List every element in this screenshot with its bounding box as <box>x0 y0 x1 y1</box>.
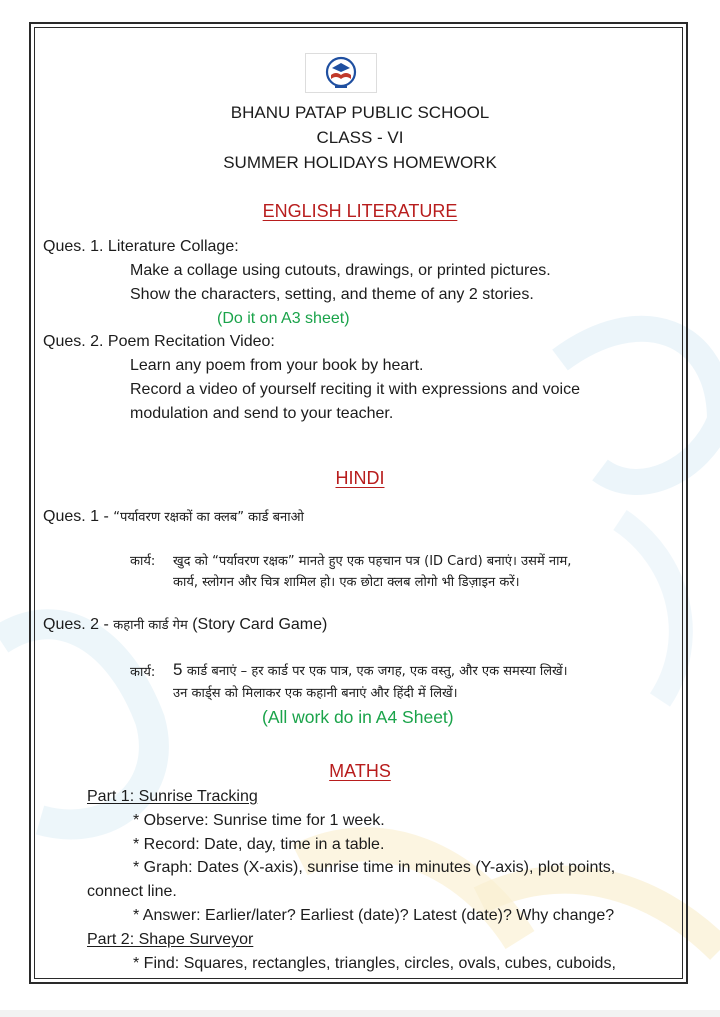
english-heading: ENGLISH LITERATURE <box>262 201 458 221</box>
hindi-heading: HINDI <box>335 468 385 488</box>
hindi-note: (All work do in A4 Sheet) <box>262 707 454 727</box>
english-q2-line2: Record a video of yourself reciting it with expressions and voice <box>130 381 580 398</box>
hindi-q2-line1: कार्ड बनाएं – हर कार्ड पर एक पात्र, एक जगह, एक वस्तु, और एक समस्या लिखें। <box>186 664 568 679</box>
maths-p1-graph-a: * Graph: Dates (X-axis), sunrise time in minutes (Y-axis), plot points, <box>133 859 616 876</box>
english-q1-title: Ques. 1. Literature Collage: <box>43 238 239 255</box>
english-q1-note: (Do it on A3 sheet) <box>217 310 350 327</box>
english-q2-line3: modulation and send to your teacher. <box>130 405 394 422</box>
maths-p1-observe: * Observe: Sunrise time for 1 week. <box>133 812 385 829</box>
hindi-q2-title-en: (Story Card Game) <box>192 616 328 633</box>
class-label: CLASS - VI <box>316 128 404 147</box>
hindi-q1-title: “पर्यावरण रक्षकों का क्लब” कार्ड बनाओ <box>113 510 304 525</box>
school-name: BHANU PATAP PUBLIC SCHOOL <box>230 103 490 122</box>
maths-heading: MATHS <box>329 761 391 781</box>
hindi-q1 <box>43 507 304 528</box>
hindi-q1-prefix: Ques. 1 - <box>43 508 114 525</box>
hindi-q2-title-hi: कहानी कार्ड गेम <box>113 618 188 633</box>
english-q2-line1: Learn any poem from your book by heart. <box>130 357 424 374</box>
hindi-q2-line2: उन कार्ड्स को मिलाकर एक कहानी बनाएं और हिंदी में लिखें। <box>173 686 458 701</box>
english-q2-title: Ques. 2. Poem Recitation Video: <box>43 333 275 350</box>
hindi-q2-line1-row <box>173 660 568 682</box>
english-q1-line2: Show the characters, setting, and theme of any 2 stories. <box>130 286 534 303</box>
maths-part1-title: Part 1: Sunrise Tracking <box>87 788 258 805</box>
hindi-q2-prefix: Ques. 2 - <box>43 616 114 633</box>
hindi-q1-task-label: कार्य: <box>130 554 156 569</box>
hindi-q1-line1: खुद को “पर्यावरण रक्षक” मानते हुए एक पहचान पत्र (ID Card) बनाएं। उसमें नाम, <box>173 554 572 569</box>
maths-p1-answer: * Answer: Earlier/later? Earliest (date)? Latest (date)? Why change? <box>133 907 615 924</box>
hindi-q2-count: 5 <box>173 660 183 679</box>
maths-p1-graph-b: connect line. <box>87 883 177 900</box>
maths-p2-find: * Find: Squares, rectangles, triangles, circles, ovals, cubes, cuboids, <box>133 955 616 972</box>
maths-p1-record: * Record: Date, day, time in a table. <box>133 836 385 853</box>
hindi-q1-line2: कार्य, स्लोगन और चित्र शामिल हो। एक छोटा क्लब लोगो भी डिज़ाइन करें। <box>173 575 520 590</box>
maths-part2-title: Part 2: Shape Surveyor <box>87 931 254 948</box>
hindi-q2-task-label: कार्य: <box>130 665 156 680</box>
hindi-q2 <box>43 615 327 636</box>
page-title: SUMMER HOLIDAYS HOMEWORK <box>223 153 497 172</box>
english-q1-line1: Make a collage using cutouts, drawings, or printed pictures. <box>130 262 551 279</box>
school-logo <box>305 53 377 93</box>
